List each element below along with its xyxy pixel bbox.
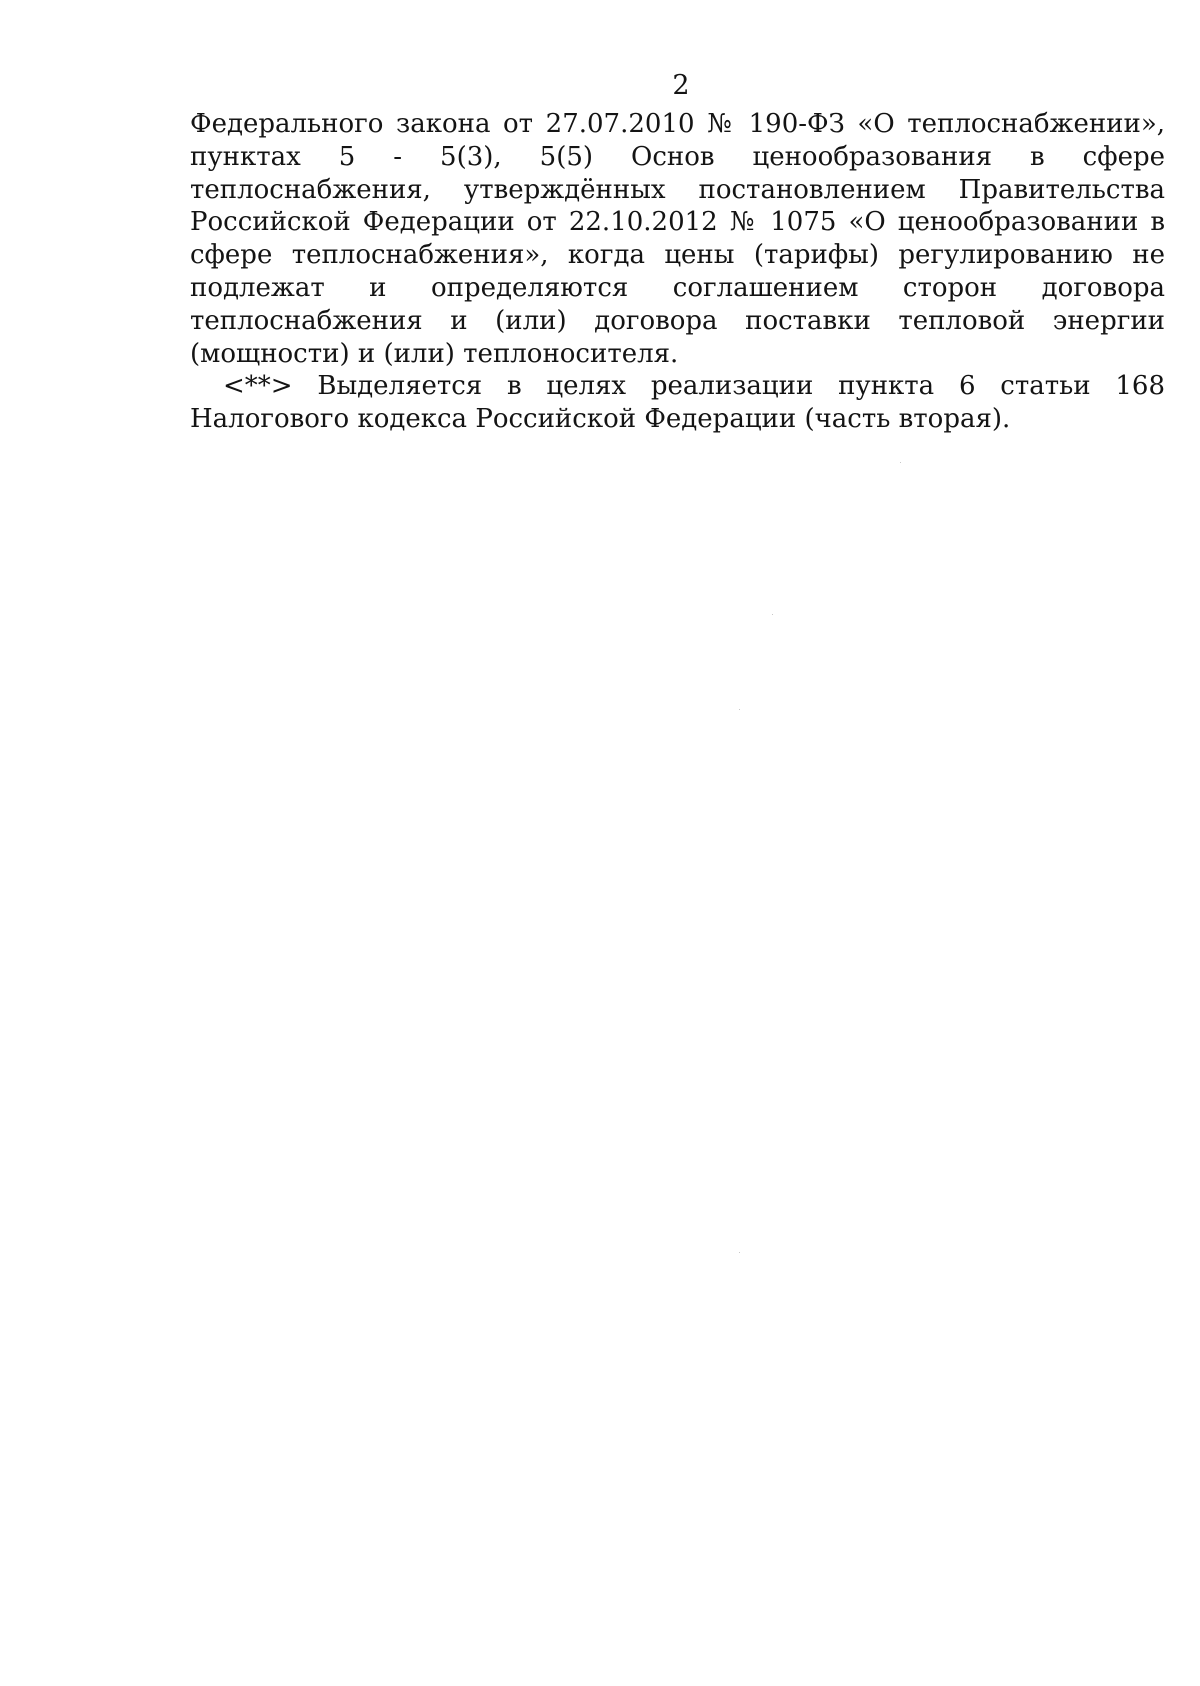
page-number: 2 [672,70,690,101]
scan-speck [739,1252,740,1253]
continuation-paragraph: Федерального закона от 27.07.2010 № 190-ФЗ «О теплоснабжении», пунктах 5 - 5(3), 5(5) Основ ценообразования в сфере теплоснабжения, утверждённых постановлением Правительства Российской Федерации от 22.10.2012 № 1075 «О ценообразовании в сфере теплоснабжения», когда цены (тарифы) регулированию не подлежат и определяются соглашением сторон договора теплоснабжения и (или) договора поставки тепловой энергии (мощности) и (или) теплоносителя. [190,109,1165,369]
scan-speck [900,462,901,463]
document-body [190,108,1165,436]
footnote-text: Выделяется в целях реализации пункта 6 статьи 168 Налогового кодекса Российской Федерации (часть вторая). [190,371,1165,435]
footnote-marker: <**> [223,371,293,402]
scan-speck [739,709,740,710]
scan-speck [772,614,773,615]
footnote [190,370,1165,436]
